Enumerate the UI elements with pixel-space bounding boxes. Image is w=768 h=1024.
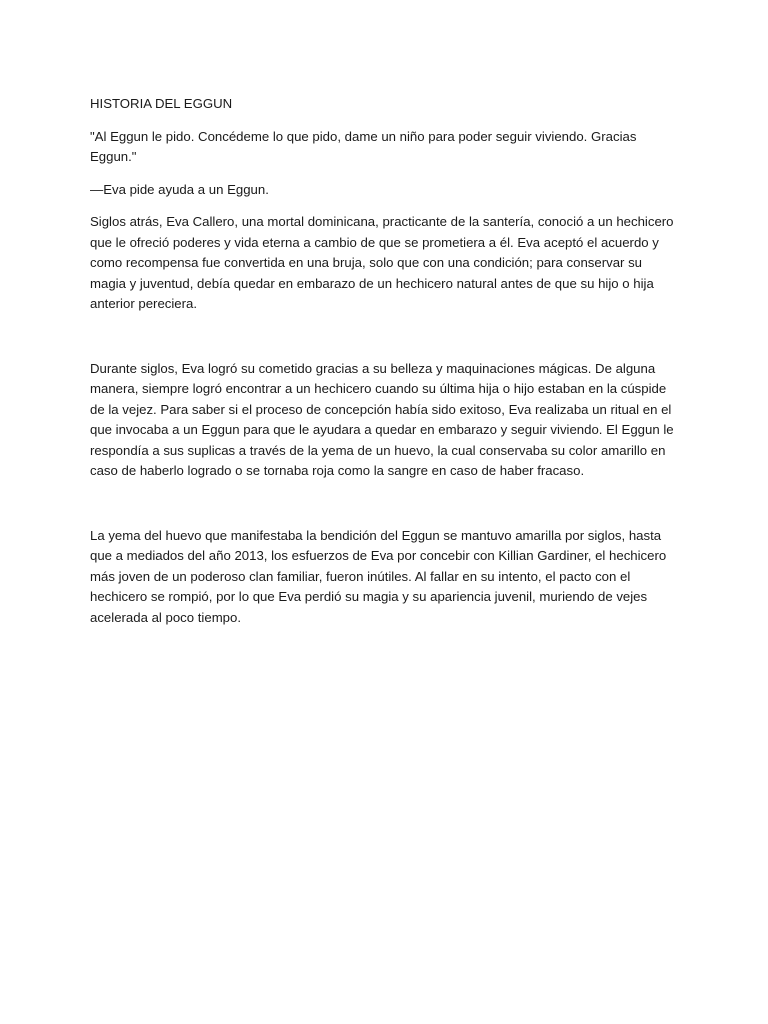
body-paragraph-2: Durante siglos, Eva logró su cometido gracias a su belleza y maquinaciones mágicas. De alguna manera, siempre logró encontrar a un hechicero cuando su última hija o hijo estaban en la cúspide de la vejez. Para saber si el proceso de concepción había sido exitoso, Eva realizaba un ritual en el que invocaba a un Eggun para que le ayudara a quedar en embarazo y seguir viviendo. El Eggun le respondía a sus suplicas a través de la yema de un huevo, la cual conservaba su color amarillo en caso de haberlo logrado o se tornaba roja como la sangre en caso de haber fracaso.	[90, 360, 674, 478]
epigraph-quote: "Al Eggun le pido. Concédeme lo que pido, dame un niño para poder seguir viviendo. Gracias Eggun."	[90, 128, 637, 164]
body-paragraph-1: Siglos atrás, Eva Callero, una mortal dominicana, practicante de la santería, conoció a un hechicero que le ofreció poderes y vida eterna a cambio de que se prometiera a él. Eva aceptó el acuerdo y como recompensa fue convertida en una bruja, solo que con una condición; para conservar su magia y juventud, debía quedar en embarazo de un hechicero natural antes de que su hijo o hija anterior pereciera.	[90, 214, 674, 311]
document-title: HISTORIA DEL EGGUN	[90, 96, 233, 111]
epigraph-attribution: —Eva pide ayuda a un Eggun.	[90, 181, 269, 197]
body-paragraph-3: La yema del huevo que manifestaba la bendición del Eggun se mantuvo amarilla por siglos, hasta que a mediados del año 2013, los esfuerzos de Eva por concebir con Killian Gardiner, el hechicero más joven de un poderoso clan familiar, fueron inútiles. Al fallar en su intento, el pacto con el hechicero se rompió, por lo que Eva perdió su magia y su apariencia juvenil, muriendo de vejes acelerada al poco tiempo.	[90, 527, 667, 625]
